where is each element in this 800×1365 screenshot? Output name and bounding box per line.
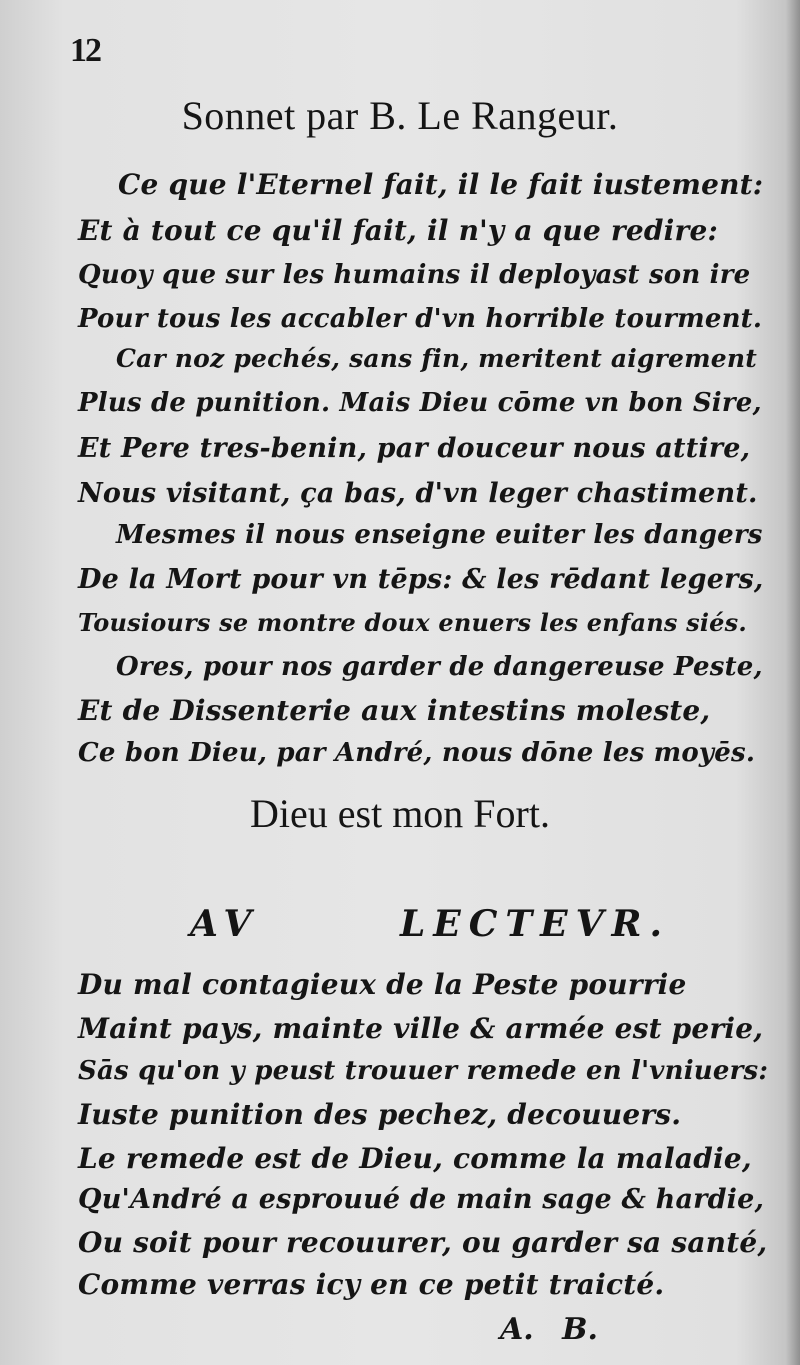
sonnet-line: De la Mort pour vn tēps: & les rēdant legers,: [78, 564, 764, 595]
sonnet-line: Nous visitant, ça bas, d'vn leger chastiment.: [78, 478, 758, 509]
reader-line: Comme verras icy en ce petit traicté.: [78, 1268, 665, 1301]
reader-line: Le remede est de Dieu, comme la maladie,: [78, 1142, 752, 1175]
reader-line: Ou soit pour recouurer, ou garder sa santé,: [78, 1226, 768, 1259]
reader-line: Iuste punition des pechez, decouuers.: [78, 1098, 682, 1131]
sonnet-line: Car noz pechés, sans fin, meritent aigrement: [116, 344, 758, 373]
page-number: 12: [70, 32, 100, 69]
reader-title: [190, 903, 670, 945]
sonnet-line: Mesmes il nous enseigne euiter les dangers: [116, 520, 763, 550]
sonnet-line: Plus de punition. Mais Dieu cōme vn bon Sire,: [78, 388, 762, 418]
sonnet-title: Sonnet par B. Le Rangeur.: [181, 93, 619, 138]
reader-line: Sās qu'on y peust trouuer remede en l'vniuers:: [78, 1056, 769, 1086]
sonnet-line: Ce bon Dieu, par André, nous dōne les moyēs.: [78, 738, 756, 768]
sonnet-line: Et à tout ce qu'il fait, il n'y a que redire:: [78, 214, 718, 247]
page-edge-shadow: [786, 0, 800, 1365]
sonnet-line: Pour tous les accabler d'vn horrible tourment.: [78, 304, 763, 334]
sonnet-line: Et Pere tres-benin, par douceur nous attire,: [78, 433, 751, 464]
sonnet-line: Quoy que sur les humains il deployast son ire: [78, 260, 751, 290]
reader-title-word: LECTEVR.: [399, 903, 670, 945]
sonnet-line: Tousiours se montre doux enuers les enfans siés.: [78, 608, 747, 637]
reader-line: Maint pays, mainte ville & armée est perie,: [78, 1012, 764, 1045]
motto: Dieu est mon Fort.: [250, 791, 550, 836]
reader-title-word: AV: [190, 903, 260, 945]
reader-line: Du mal contagieux de la Peste pourrie: [78, 968, 687, 1001]
reader-line: Qu'André a esprouué de main sage & hardie,: [78, 1184, 765, 1215]
signature-initials: A. B.: [500, 1312, 598, 1347]
sonnet-line: Ce que l'Eternel fait, il le fait iustement:: [118, 168, 764, 201]
sonnet-line: Et de Dissenterie aux intestins moleste,: [78, 694, 711, 727]
sonnet-line: Ores, pour nos garder de dangereuse Peste,: [116, 652, 763, 682]
